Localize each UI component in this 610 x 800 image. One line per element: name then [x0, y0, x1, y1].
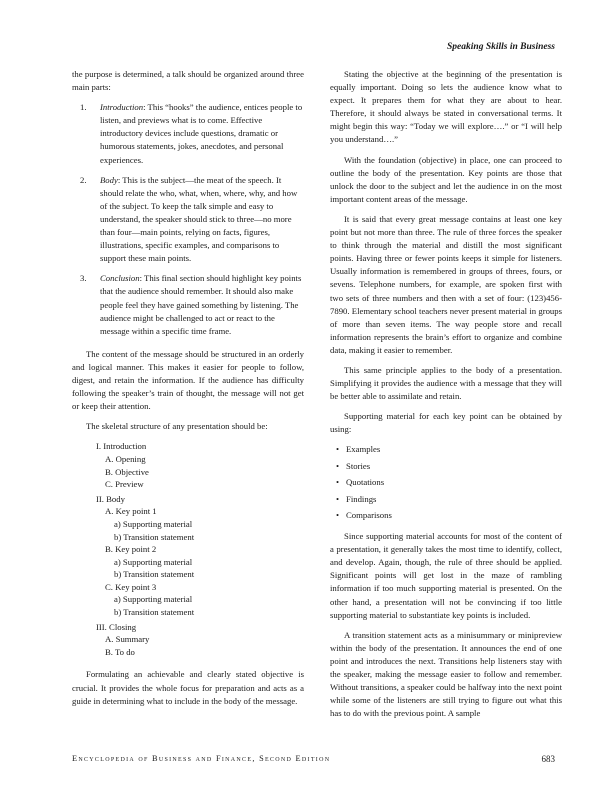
running-header: Speaking Skills in Business — [447, 42, 555, 52]
transition-paragraph: A transition statement acts as a minisummary or minipreview within the body of the presentation. It announces the end of one point and introduces the next. Transitions help listeners stay with the speaker, making the message easier to follow and remember. Without transitions, a speaker could be halfway into the next point while some of the listeners are still trying to figure out what this has to do with the previous point. A sample — [330, 629, 562, 719]
outline-closing: III. Closing — [96, 621, 137, 632]
objective-paragraph: Stating the objective at the beginning of the presentation is equally important. Doing so lets the audience know what to expect. It prepares them for what they are about to hear. Therefore, it should always be stated in conversational terms. It might begin this way: “Today we will explore….” or “I will help you understand….” — [330, 69, 562, 145]
list-item — [72, 174, 304, 266]
skeletal-paragraph: The skeletal structure of any presentation should be: — [86, 421, 268, 432]
outline-transition-statement: b) Transition statement — [114, 569, 195, 580]
outline-transition-statement: b) Transition statement — [114, 607, 195, 618]
outline-key-point-2: B. Key point 2 — [105, 544, 157, 555]
foundation-paragraph: With the foundation (objective) in place, one can proceed to outline the body of the presentation. Key points are those that unlock the door to the subject and let the audience in on the most important content areas of the message. — [330, 154, 562, 204]
list-text — [100, 174, 304, 266]
page-footer — [72, 754, 555, 763]
bullet-icon: • — [336, 510, 340, 520]
list-item — [330, 493, 562, 506]
list-item — [330, 443, 562, 456]
talk-parts-list — [72, 101, 304, 338]
outline-key-point-3: C. Key point 3 — [105, 581, 157, 592]
list-text — [100, 101, 304, 166]
supporting-time-paragraph: Since supporting material accounts for most of the content of a presentation, it generally takes the most time to identify, collect, and develop. Again, though, the rule of three should be applied. Significant points will get lost in the maze of rambling information if too much supporting material is presented. On the other hand, a presentation will not be convincing if too little supporting material to substantiate key points is included. — [330, 531, 562, 620]
list-description: : This “hooks” the audience, entices people to listen, and previews what is to come. Effective introductory devices include questions, dramatic or humorous statements, jokes, anecdotes, and personal experiences. — [100, 102, 303, 165]
rule-of-three-paragraph: It is said that every great message contains at least one key point but not more than three. The rule of three forces the speaker to think through the material and distill the most significant points. Having three or fewer points keeps it simple for listeners. Usually information is remembered in groups of threes, fours, or sevens. Telephone numbers, for example, are spoken first with two sets of three numbers and then with a set of four: (123)456-7890. Elementary school teachers never present material in groups of more than seven items. The way people store and recall information represents the brain’s effort to organize and combine data, making it easier to remember. — [330, 213, 562, 355]
outline-transition-statement: b) Transition statement — [114, 531, 195, 542]
bullet-icon: • — [336, 444, 340, 455]
list-item — [72, 101, 304, 166]
presentation-outline — [96, 440, 304, 658]
outline-preview: C. Preview — [105, 479, 144, 490]
outline-introduction: I. Introduction — [96, 441, 147, 452]
list-term: Conclusion — [100, 273, 140, 284]
content-paragraph: The content of the message should be structured in an orderly and logical manner. This makes it easier for people to follow, digest, and retain the information. If the audience has difficulty following the speaker’s train of thought, the message will not get or keep their attention. — [72, 348, 304, 412]
bullet-text: Quotations — [346, 477, 385, 488]
outline-supporting-material: a) Supporting material — [114, 594, 193, 605]
outline-objective: B. Objective — [105, 466, 149, 477]
list-description: : This final section should highlight key points that the audience should remember. It should also make people feel they have gained something by listening. The audience might be challenged to act or react to the message within a specific time frame. — [100, 273, 302, 336]
list-item — [330, 460, 562, 473]
bullet-text: Comparisons — [346, 510, 392, 520]
left-column — [72, 68, 304, 715]
outline-supporting-material: a) Supporting material — [114, 518, 193, 529]
principle-paragraph: This same principle applies to the body of a presentation. Simplifying it provides the audience with a message that they will be better able to assimilate and retain. — [330, 364, 562, 402]
outline-supporting-material: a) Supporting material — [114, 556, 193, 567]
bullet-text: Findings — [346, 493, 377, 504]
supporting-material-list — [330, 443, 562, 522]
page-number: 683 — [541, 754, 555, 764]
supporting-material-paragraph: Supporting material for each key point can be obtained by using: — [330, 411, 562, 435]
outline-body: II. Body — [96, 493, 125, 504]
formulating-paragraph: Formulating an achievable and clearly stated objective is crucial. It provides the whole focus for preparation and acts as a guide in determining what to include in the body of the message. — [72, 669, 304, 706]
outline-key-point-1: A. Key point 1 — [105, 506, 157, 517]
list-item — [72, 272, 304, 337]
list-description: : This is the subject—the meat of the speech. It should relate the who, what, when, where, why, and how of the subject. To keep the talk simple and easy to understand, the speaker should stick to three—no more than four—main points, relying on facts, figures, illustrations, specific examples, and comparisons to support these main points. — [100, 174, 298, 264]
bullet-text: Examples — [346, 444, 381, 455]
intro-paragraph: the purpose is determined, a talk should be organized around three main parts: — [72, 69, 304, 93]
bullet-text: Stories — [346, 460, 371, 471]
list-number: 3. — [80, 273, 87, 284]
list-item — [330, 476, 562, 489]
list-item — [330, 509, 562, 522]
bullet-icon: • — [336, 477, 340, 488]
outline-to-do: B. To do — [105, 646, 135, 657]
right-column — [330, 68, 562, 727]
list-term: Introduction — [100, 102, 144, 113]
bullet-icon: • — [336, 493, 340, 504]
publication-title: Encyclopedia of Business and Finance, Second Edition — [72, 754, 331, 763]
list-term: Body — [100, 174, 118, 185]
list-number: 2. — [80, 174, 87, 185]
list-number: 1. — [80, 102, 87, 113]
list-text — [100, 272, 304, 337]
outline-summary: A. Summary — [105, 634, 150, 645]
bullet-icon: • — [336, 460, 340, 471]
outline-opening: A. Opening — [105, 453, 146, 464]
